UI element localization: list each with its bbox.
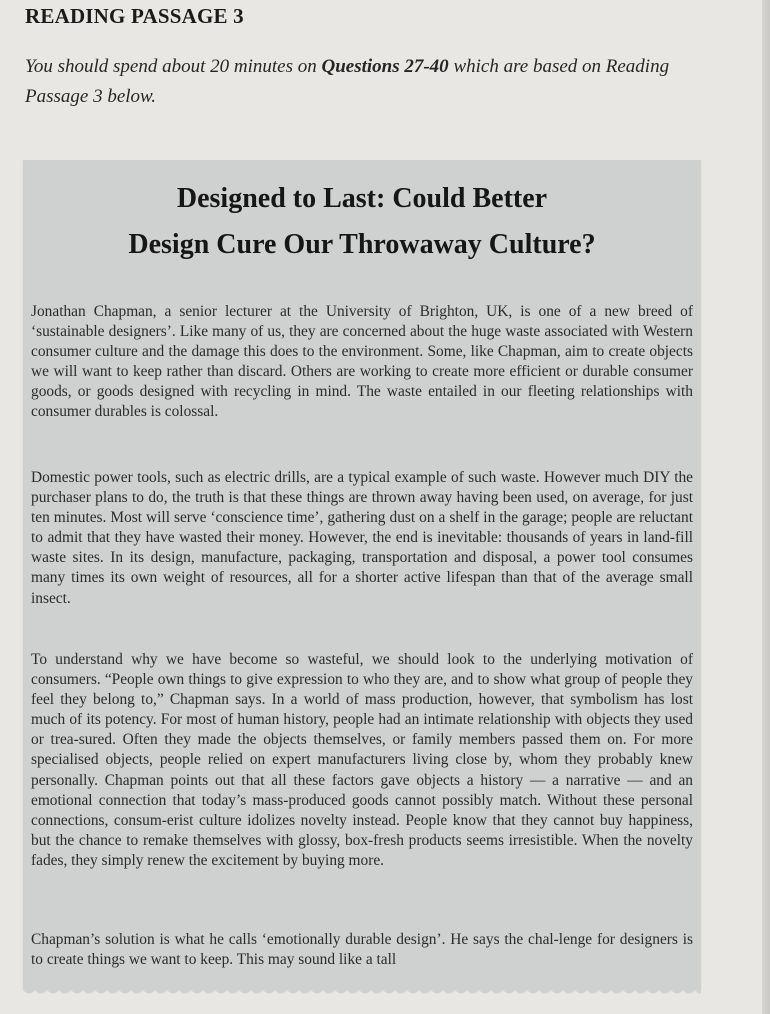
paragraph-1: Jonathan Chapman, a senior lecturer at the University of Brighton, UK, is one of a new breed of ‘sustainable designers’. Like many of us, they are concerned about the huge waste associated with Western consumer culture and the damage this does to the environment. Some, like Chapman, aim to create objects we will want to keep rather than discard. Others are working to create more efficient or durable consumer goods, or goods designed with recycling in mind. The waste entailed in our fleeting relationships with consumer durables is colossal.: [31, 303, 693, 421]
passage-title: [23, 176, 701, 268]
passage-box: [23, 160, 701, 990]
passage-title-line1: Designed to Last: Could Better: [176, 183, 548, 214]
passage-title-line2: Design Cure Our Throwaway Culture?: [128, 229, 596, 260]
instruction-part2: which are based on Reading Passage 3 below.: [25, 56, 670, 107]
instruction-part1: You should spend about 20 minutes on: [25, 56, 322, 77]
page-edge: [762, 0, 770, 1014]
paragraph-3: To understand why we have become so wasteful, we should look to the underlying motivation of consumers. “People own things to give expression to who they are, and to show what group of people they feel they belong to,” Chapman says. In a world of mass production, however, that symbolism has lost much of its potency. For most of human history, people had an intimate relationship with objects they used or trea-sured. Often they made the objects themselves, or family members passed them on. For more specialised objects, people relied on expert manufacturers living close by, whom they probably knew personally. Chapman points out that all these factors gave objects a history — a narrative — and an emotional connection that today’s mass-produced goods cannot possibly match. Without these personal connections, consum-erist culture idolizes novelty instead. People know that they cannot buy happiness, but the chance to remake themselves with glossy, box-fresh products seems irresistible. When the novelty fades, they simply renew the excitement by buying more.: [31, 651, 693, 869]
instruction-text: [25, 52, 725, 112]
section-heading: READING PASSAGE 3: [25, 4, 244, 28]
paragraph-4: Chapman’s solution is what he calls ‘emotionally durable design’. He says the chal-lenge for designers is to create things we want to keep. This may sound like a tall: [31, 931, 693, 969]
instruction-questions: Questions 27-40: [321, 56, 449, 77]
paragraph-2: Domestic power tools, such as electric drills, are a typical example of such waste. However much DIY the purchaser plans to do, the truth is that these things are thrown away having been used, on average, for just ten minutes. Most will serve ‘conscience time’, gathering dust on a shelf in the garage; people are reluctant to admit that they have wasted their money. However, the end is inevitable: thousands of years in land-fill waste sites. In its design, manufacture, packaging, transportation and disposal, a power tool consumes many times its own weight of resources, all for a shorter active lifespan than that of the average small insect.: [31, 469, 693, 607]
